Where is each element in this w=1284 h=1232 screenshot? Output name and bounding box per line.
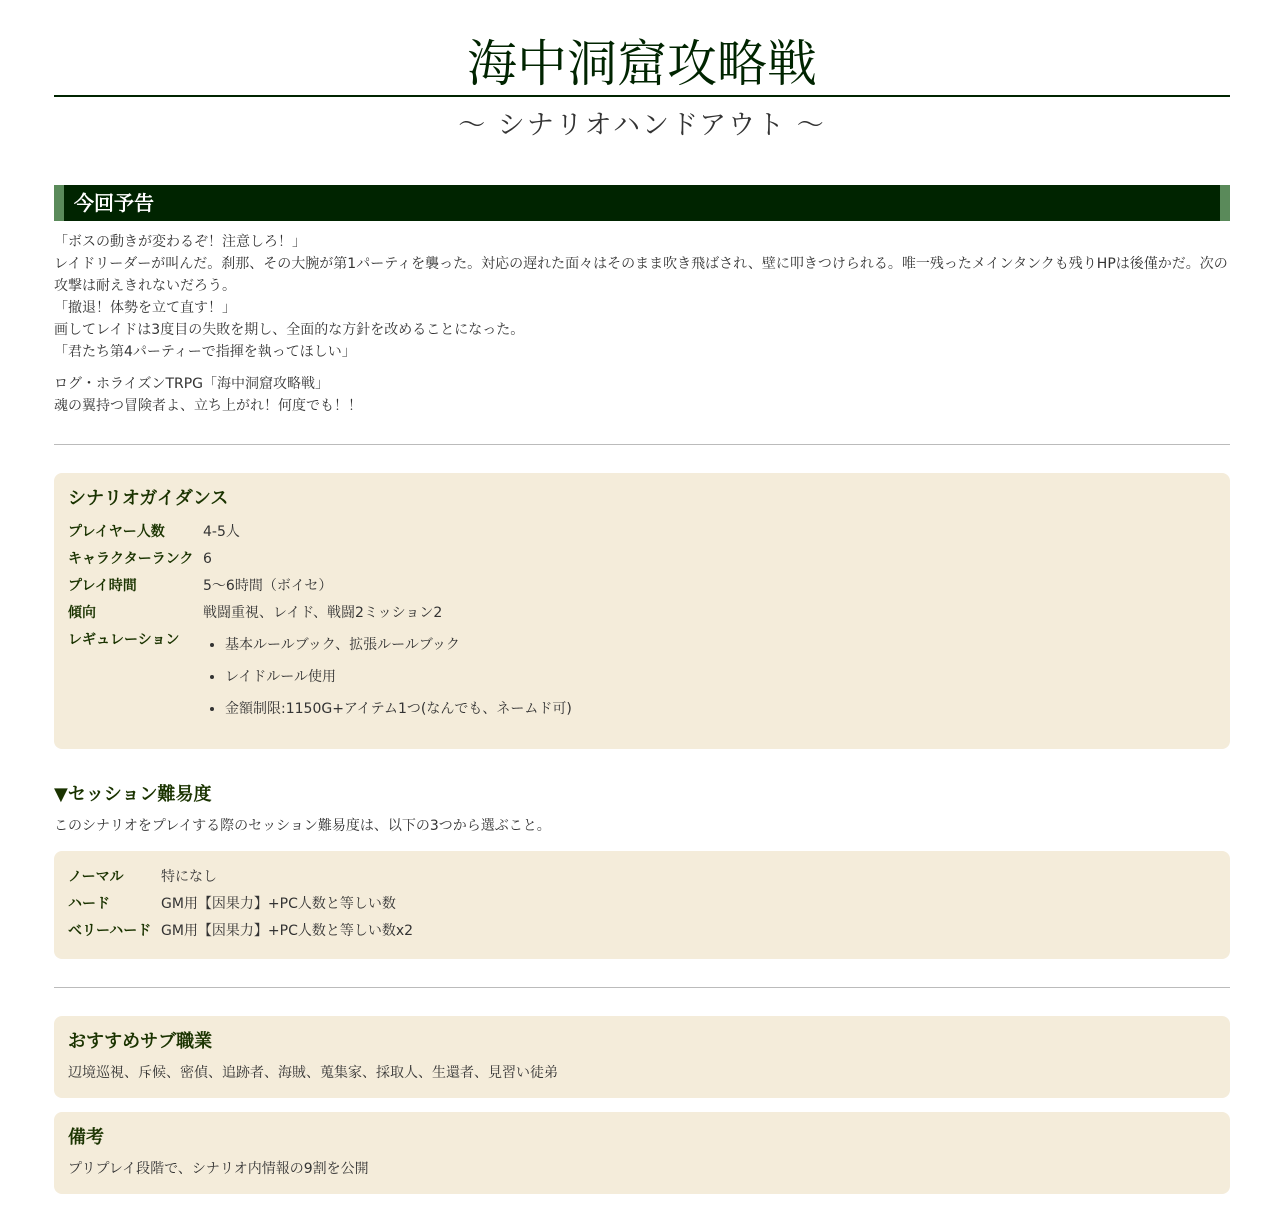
guidance-value: 5～6時間（ボイセ） bbox=[203, 578, 333, 594]
guidance-value: 6 bbox=[203, 551, 212, 567]
subclass-box bbox=[54, 1016, 1230, 1098]
regulation-list bbox=[203, 629, 1216, 725]
preview-line: レイドリーダーが叫んだ。刹那、その大腕が第1パーティを襲った。対応の遅れた面々はそのまま吹き飛ばされ、壁に叩きつけられる。唯一残ったメインタンクも残りHPは後僅かだ。次の攻撃は耐えきれないだろう。 bbox=[54, 256, 1228, 294]
tagline-line: ログ・ホライズンTRPG「海中洞窟攻略戦」 bbox=[54, 376, 330, 392]
difficulty-box bbox=[54, 851, 1230, 959]
difficulty-heading: ▼セッション難易度 bbox=[54, 784, 212, 805]
guidance-label: キャラクターランク bbox=[68, 551, 194, 567]
tagline-line: 魂の翼持つ冒険者よ、立ち上がれ！何度でも！！ bbox=[54, 398, 362, 414]
preview-line: 「撤退！体勢を立て直す！」 bbox=[54, 300, 236, 316]
regulation-item: • レイドルール使用 bbox=[225, 661, 1216, 693]
page-subtitle: ～ シナリオハンドアウト ～ bbox=[458, 110, 826, 141]
guidance-heading: シナリオガイダンス bbox=[68, 488, 229, 509]
divider bbox=[54, 444, 1230, 445]
difficulty-label: ノーマル bbox=[68, 869, 124, 885]
regulation-label: レギュレーション bbox=[68, 632, 180, 648]
title-underline bbox=[54, 95, 1230, 97]
difficulty-label: ベリーハード bbox=[68, 923, 152, 939]
preview-heading: 今回予告 bbox=[54, 185, 1230, 221]
notes-heading: 備考 bbox=[68, 1127, 104, 1148]
difficulty-value: GM用【因果力】+PC人数と等しい数 bbox=[161, 896, 396, 912]
divider bbox=[54, 987, 1230, 988]
preview-line: 画してレイドは3度目の失敗を期し、全面的な方針を改めることになった。 bbox=[54, 322, 525, 338]
difficulty-value: GM用【因果力】+PC人数と等しい数x2 bbox=[161, 923, 414, 939]
guidance-value: 4-5人 bbox=[203, 524, 240, 540]
difficulty-value: 特になし bbox=[161, 869, 217, 885]
page-title: 海中洞窟攻略戦 bbox=[467, 35, 817, 93]
difficulty-label: ハード bbox=[68, 896, 110, 912]
guidance-box bbox=[54, 473, 1230, 749]
difficulty-description: このシナリオをプレイする際のセッション難易度は、以下の3つから選ぶこと。 bbox=[54, 818, 551, 834]
difficulty-table bbox=[68, 864, 1216, 945]
regulation-list-wrap bbox=[203, 627, 1216, 725]
guidance-value: 戦闘重視、レイド、戦闘2ミッション2 bbox=[203, 605, 443, 621]
preview-line: 「君たち第4パーティーで指揮を執ってほしい」 bbox=[54, 344, 356, 360]
subclass-heading: おすすめサブ職業 bbox=[68, 1031, 213, 1052]
guidance-label: プレイ時間 bbox=[68, 578, 137, 594]
guidance-label: 傾向 bbox=[68, 605, 96, 621]
regulation-item: • 金額制限:1150G+アイテム1つ(なんでも、ネームド可) bbox=[225, 693, 1216, 725]
notes-text: プリプレイ段階で、シナリオ内情報の9割を公開 bbox=[68, 1161, 369, 1177]
guidance-label: プレイヤー人数 bbox=[68, 524, 165, 540]
guidance-table bbox=[68, 519, 1216, 725]
notes-box bbox=[54, 1112, 1230, 1194]
preview-text bbox=[54, 231, 1230, 417]
regulation-item: • 基本ルールブック、拡張ルールブック bbox=[225, 629, 1216, 661]
subclass-text: 辺境巡視、斥候、密偵、追跡者、海賊、蒐集家、採取人、生還者、見習い徒弟 bbox=[68, 1065, 558, 1081]
preview-line: 「ボスの動きが変わるぞ！注意しろ！」 bbox=[54, 234, 306, 250]
spacer bbox=[54, 363, 1230, 373]
